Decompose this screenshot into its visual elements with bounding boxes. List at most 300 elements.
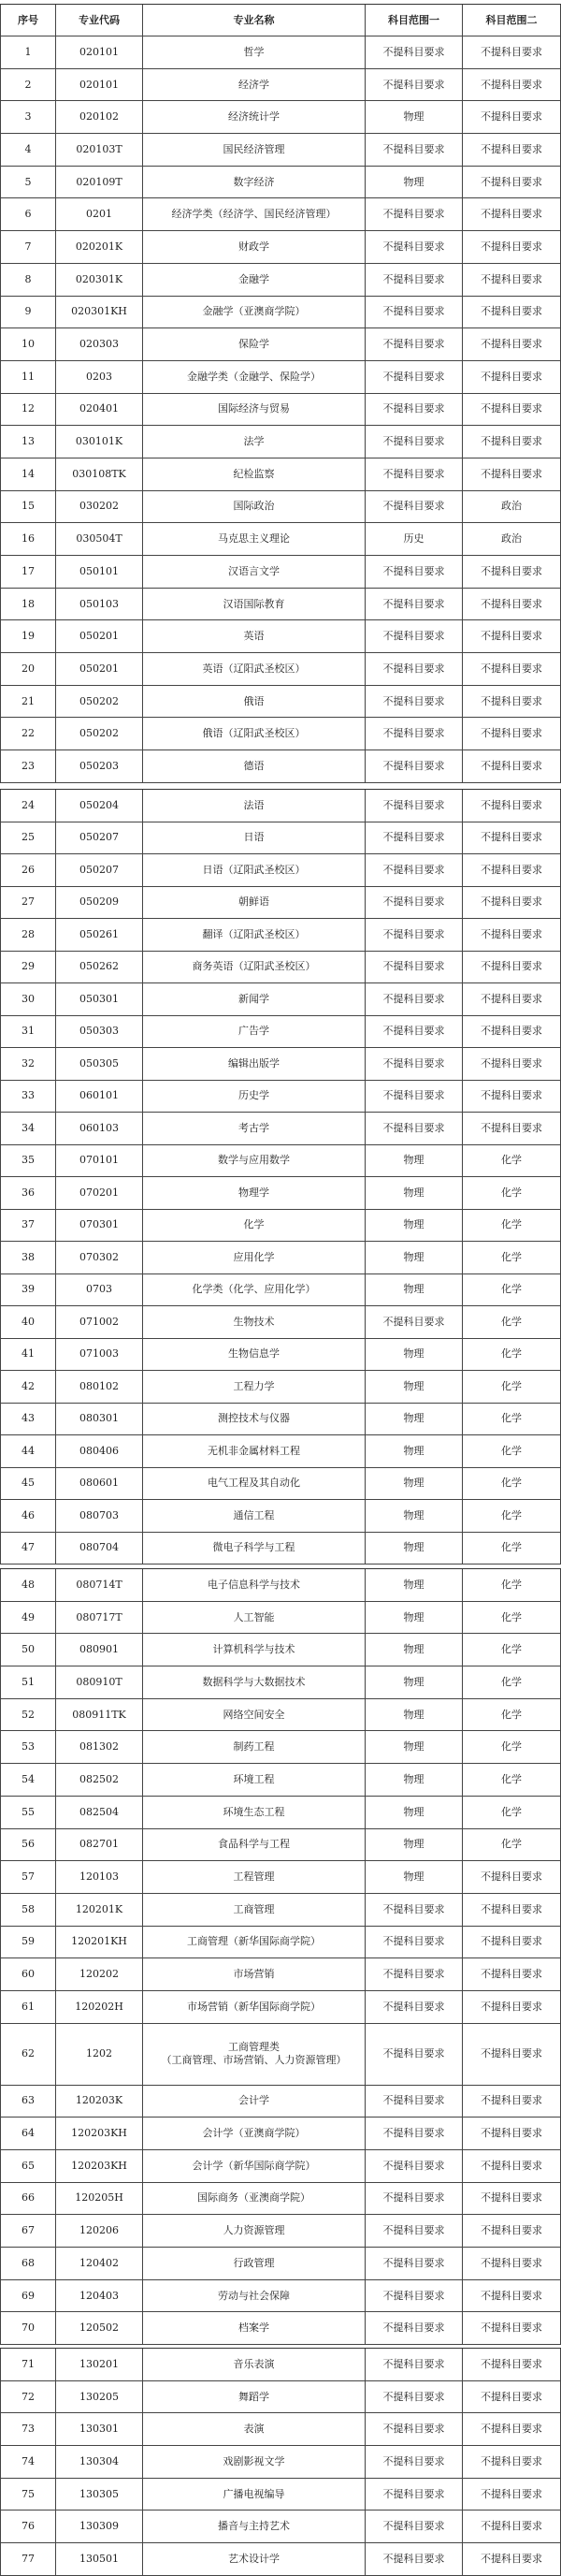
row-name: 数字经济 [143, 167, 366, 198]
table-row [0, 952, 561, 984]
row-seq: 60 [0, 1958, 56, 1990]
row-req1: 物理 [366, 1666, 463, 1698]
row-req2: 不提科目要求 [463, 328, 561, 360]
row-name: 汉语国际教育 [143, 589, 366, 620]
table-row [0, 231, 561, 264]
row-req1: 物理 [366, 1145, 463, 1177]
row-seq: 36 [0, 1177, 56, 1209]
row-seq: 16 [0, 523, 56, 555]
table-row [0, 198, 561, 231]
row-seq: 42 [0, 1371, 56, 1403]
table-row [0, 1081, 561, 1113]
row-req2: 化学 [463, 1306, 561, 1338]
row-seq: 34 [0, 1113, 56, 1144]
row-code: 030202 [56, 491, 143, 523]
row-code: 070302 [56, 1242, 143, 1273]
row-name: 保险学 [143, 328, 366, 360]
table-row [0, 491, 561, 524]
row-seq: 58 [0, 1894, 56, 1926]
table-row [0, 1927, 561, 1959]
table-row [0, 887, 561, 920]
row-name: 市场营销 [143, 1958, 366, 1990]
row-req2: 不提科目要求 [463, 1991, 561, 2023]
row-req1: 不提科目要求 [366, 1306, 463, 1338]
row-code: 120203K [56, 2086, 143, 2118]
row-name: 生物技术 [143, 1306, 366, 1338]
row-seq: 49 [0, 1602, 56, 1634]
row-code: 020103T [56, 134, 143, 166]
row-req2: 不提科目要求 [463, 2280, 561, 2312]
row-name: 德语 [143, 750, 366, 782]
row-req1: 物理 [366, 1731, 463, 1763]
row-code: 130309 [56, 2511, 143, 2542]
row-code: 080406 [56, 1435, 143, 1467]
row-code: 020401 [56, 394, 143, 426]
table-row [0, 750, 561, 783]
row-seq: 57 [0, 1861, 56, 1893]
row-req2: 不提科目要求 [463, 556, 561, 588]
row-name: 物理学 [143, 1177, 366, 1209]
row-seq: 65 [0, 2150, 56, 2182]
row-name: 环境工程 [143, 1764, 366, 1796]
row-name: 工商管理（新华国际商学院） [143, 1927, 366, 1958]
row-name: 编辑出版学 [143, 1048, 366, 1080]
row-req1: 不提科目要求 [366, 790, 463, 822]
row-req1: 不提科目要求 [366, 2118, 463, 2149]
row-name: 经济学类（经济学、国民经济管理） [143, 198, 366, 230]
table-row [0, 2479, 561, 2511]
row-req1: 不提科目要求 [366, 1081, 463, 1113]
row-seq: 32 [0, 1048, 56, 1080]
row-name: 纪检监察 [143, 458, 366, 490]
row-seq: 13 [0, 426, 56, 458]
row-name: 电气工程及其自动化 [143, 1468, 366, 1500]
row-code: 081302 [56, 1731, 143, 1763]
row-seq: 20 [0, 653, 56, 685]
row-name: 广播电视编导 [143, 2479, 366, 2511]
row-req1: 不提科目要求 [366, 2446, 463, 2478]
row-code: 050202 [56, 686, 143, 718]
row-req2: 不提科目要求 [463, 69, 561, 101]
row-name: 国际商务（亚澳商学院） [143, 2183, 366, 2215]
row-code: 070201 [56, 1177, 143, 1209]
row-seq: 45 [0, 1468, 56, 1500]
row-name: 朝鲜语 [143, 887, 366, 919]
row-req2: 化学 [463, 1242, 561, 1273]
row-seq: 63 [0, 2086, 56, 2118]
row-seq: 8 [0, 264, 56, 296]
row-code: 050202 [56, 718, 143, 750]
row-name: 计算机科学与技术 [143, 1634, 366, 1666]
row-name: 国际经济与贸易 [143, 394, 366, 426]
row-req1: 不提科目要求 [366, 2150, 463, 2182]
table-row [0, 1797, 561, 1829]
row-req2: 化学 [463, 1339, 561, 1371]
row-name: 经济学 [143, 69, 366, 101]
row-name: 制药工程 [143, 1731, 366, 1763]
row-req1: 不提科目要求 [366, 2479, 463, 2511]
row-seq: 6 [0, 198, 56, 230]
row-name: 俄语 [143, 686, 366, 718]
table-row [0, 1404, 561, 1436]
row-seq: 44 [0, 1435, 56, 1467]
header-name: 专业名称 [143, 5, 366, 36]
row-name: 国际政治 [143, 491, 366, 523]
table-row [0, 1145, 561, 1178]
row-seq: 33 [0, 1081, 56, 1113]
row-req2: 不提科目要求 [463, 2381, 561, 2413]
row-code: 071002 [56, 1306, 143, 1338]
row-name: 音乐表演 [143, 2349, 366, 2380]
row-seq: 70 [0, 2312, 56, 2344]
row-name: 翻译（辽阳武圣校区） [143, 919, 366, 951]
row-req2: 不提科目要求 [463, 2312, 561, 2344]
row-code: 080901 [56, 1634, 143, 1666]
header-code: 专业代码 [56, 5, 143, 36]
row-name: 测控技术与仪器 [143, 1404, 366, 1435]
row-req2: 不提科目要求 [463, 718, 561, 750]
row-req1: 不提科目要求 [366, 2381, 463, 2413]
row-code: 120201KH [56, 1927, 143, 1958]
row-code: 050262 [56, 952, 143, 983]
row-name: 化学类（化学、应用化学） [143, 1274, 366, 1306]
table-row [0, 2349, 561, 2381]
row-req1: 不提科目要求 [366, 983, 463, 1015]
row-seq: 11 [0, 361, 56, 393]
row-code: 082701 [56, 1829, 143, 1861]
table-row [0, 1177, 561, 1210]
table-row [0, 1958, 561, 1991]
table-row [0, 854, 561, 887]
row-req1: 不提科目要求 [366, 426, 463, 458]
table-row [0, 1339, 561, 1372]
row-seq: 25 [0, 822, 56, 854]
row-seq: 77 [0, 2543, 56, 2575]
row-req2: 化学 [463, 1602, 561, 1634]
row-name: 工程管理 [143, 1861, 366, 1893]
row-seq: 7 [0, 231, 56, 263]
row-req2: 不提科目要求 [463, 2446, 561, 2478]
row-code: 020109T [56, 167, 143, 198]
row-name: 数据科学与大数据技术 [143, 1666, 366, 1698]
row-req1: 不提科目要求 [366, 556, 463, 588]
row-seq: 28 [0, 919, 56, 951]
row-req2: 不提科目要求 [463, 198, 561, 230]
table-row [0, 1861, 561, 1894]
row-name: 人工智能 [143, 1602, 366, 1634]
row-seq: 26 [0, 854, 56, 886]
row-name: 日语（辽阳武圣校区） [143, 854, 366, 886]
row-name: 汉语言文学 [143, 556, 366, 588]
row-name: 应用化学 [143, 1242, 366, 1273]
row-code: 050207 [56, 854, 143, 886]
row-req1: 不提科目要求 [366, 620, 463, 652]
row-req1: 不提科目要求 [366, 1016, 463, 1048]
row-req2: 不提科目要求 [463, 1861, 561, 1893]
row-req2: 化学 [463, 1500, 561, 1532]
row-code: 120202 [56, 1958, 143, 1990]
row-code: 050303 [56, 1016, 143, 1048]
table-row [0, 69, 561, 102]
row-req2: 化学 [463, 1764, 561, 1796]
row-req1: 不提科目要求 [366, 2280, 463, 2312]
row-seq: 61 [0, 1991, 56, 2023]
row-code: 050204 [56, 790, 143, 822]
row-req1: 不提科目要求 [366, 69, 463, 101]
row-req2: 化学 [463, 1371, 561, 1403]
row-name: 档案学 [143, 2312, 366, 2344]
row-seq: 73 [0, 2413, 56, 2445]
row-code: 050203 [56, 750, 143, 782]
row-code: 120403 [56, 2280, 143, 2312]
table-row [0, 2413, 561, 2446]
row-name: 财政学 [143, 231, 366, 263]
row-name: 商务英语（辽阳武圣校区） [143, 952, 366, 983]
row-req2: 化学 [463, 1274, 561, 1306]
row-seq: 75 [0, 2479, 56, 2511]
row-seq: 10 [0, 328, 56, 360]
row-code: 020303 [56, 328, 143, 360]
row-req2: 不提科目要求 [463, 1113, 561, 1144]
row-seq: 69 [0, 2280, 56, 2312]
table-row [0, 394, 561, 427]
row-req1: 不提科目要求 [366, 2543, 463, 2575]
row-code: 130201 [56, 2349, 143, 2380]
row-seq: 55 [0, 1797, 56, 1828]
row-code: 050209 [56, 887, 143, 919]
row-req1: 不提科目要求 [366, 328, 463, 360]
row-req1: 不提科目要求 [366, 264, 463, 296]
row-req1: 不提科目要求 [366, 589, 463, 620]
row-code: 050305 [56, 1048, 143, 1080]
row-req1: 历史 [366, 523, 463, 555]
table-row [0, 2118, 561, 2150]
row-seq: 35 [0, 1145, 56, 1177]
row-name: 戏剧影视文学 [143, 2446, 366, 2478]
row-seq: 22 [0, 718, 56, 750]
row-seq: 2 [0, 69, 56, 101]
row-req2: 不提科目要求 [463, 887, 561, 919]
row-req1: 不提科目要求 [366, 231, 463, 263]
row-req2: 不提科目要求 [463, 2183, 561, 2215]
table-row [0, 134, 561, 167]
table-row [0, 919, 561, 952]
row-req1: 物理 [366, 1797, 463, 1828]
row-code: 060103 [56, 1113, 143, 1144]
table-row [0, 2446, 561, 2479]
table-row [0, 2381, 561, 2414]
row-code: 120201K [56, 1894, 143, 1926]
row-code: 050301 [56, 983, 143, 1015]
row-code: 130501 [56, 2543, 143, 2575]
row-code: 120203KH [56, 2150, 143, 2182]
row-req2: 不提科目要求 [463, 822, 561, 854]
row-code: 020301KH [56, 297, 143, 328]
row-req2: 化学 [463, 1797, 561, 1828]
table-header [0, 5, 561, 36]
row-req1: 不提科目要求 [366, 394, 463, 426]
row-seq: 71 [0, 2349, 56, 2380]
row-req1: 物理 [366, 1500, 463, 1532]
row-code: 020101 [56, 36, 143, 68]
row-req2: 不提科目要求 [463, 36, 561, 68]
row-seq: 23 [0, 750, 56, 782]
row-seq: 48 [0, 1569, 56, 1601]
table-row [0, 2024, 561, 2086]
table-row [0, 718, 561, 750]
row-code: 070301 [56, 1210, 143, 1242]
row-name: 无机非金属材料工程 [143, 1435, 366, 1467]
row-name: 哲学 [143, 36, 366, 68]
row-req1: 不提科目要求 [366, 1048, 463, 1080]
row-req1: 物理 [366, 1602, 463, 1634]
row-name: 表演 [143, 2413, 366, 2445]
table-row [0, 1210, 561, 1243]
row-seq: 19 [0, 620, 56, 652]
row-req1: 不提科目要求 [366, 919, 463, 951]
row-seq: 66 [0, 2183, 56, 2215]
row-seq: 54 [0, 1764, 56, 1796]
table-row [0, 1468, 561, 1501]
row-req1: 物理 [366, 1435, 463, 1467]
row-seq: 67 [0, 2215, 56, 2247]
row-req2: 不提科目要求 [463, 2349, 561, 2380]
row-req1: 不提科目要求 [366, 1927, 463, 1958]
row-name: 新闻学 [143, 983, 366, 1015]
table-row [0, 589, 561, 621]
row-req1: 物理 [366, 1533, 463, 1565]
row-code: 130301 [56, 2413, 143, 2445]
row-name: 考古学 [143, 1113, 366, 1144]
table-row [0, 2312, 561, 2345]
row-name: 英语（辽阳武圣校区） [143, 653, 366, 685]
row-name: 会计学（亚澳商学院） [143, 2118, 366, 2149]
row-req2: 不提科目要求 [463, 264, 561, 296]
row-seq: 53 [0, 1731, 56, 1763]
row-seq: 29 [0, 952, 56, 983]
row-name: 市场营销（新华国际商学院） [143, 1991, 366, 2023]
row-code: 080910T [56, 1666, 143, 1698]
row-code: 120402 [56, 2248, 143, 2279]
table-row [0, 2280, 561, 2313]
table-row [0, 426, 561, 458]
row-req2: 化学 [463, 1210, 561, 1242]
row-req2: 不提科目要求 [463, 983, 561, 1015]
row-req1: 不提科目要求 [366, 198, 463, 230]
row-req1: 物理 [366, 1210, 463, 1242]
row-seq: 12 [0, 394, 56, 426]
row-seq: 9 [0, 297, 56, 328]
row-name: 广告学 [143, 1016, 366, 1048]
row-req2: 不提科目要求 [463, 1894, 561, 1926]
table-row [0, 523, 561, 556]
table-row [0, 1569, 561, 1602]
row-req1: 物理 [366, 1242, 463, 1273]
row-seq: 30 [0, 983, 56, 1015]
row-req1: 不提科目要求 [366, 854, 463, 886]
row-req1: 不提科目要求 [366, 2511, 463, 2542]
row-name: 环境生态工程 [143, 1797, 366, 1828]
row-name: 数学与应用数学 [143, 1145, 366, 1177]
table-row [0, 2086, 561, 2118]
row-seq: 62 [0, 2024, 56, 2085]
row-name: 电子信息科学与技术 [143, 1569, 366, 1601]
table-row [0, 2215, 561, 2248]
row-seq: 1 [0, 36, 56, 68]
row-code: 080301 [56, 1404, 143, 1435]
row-req2: 不提科目要求 [463, 2248, 561, 2279]
row-req2: 化学 [463, 1829, 561, 1861]
row-name: 化学 [143, 1210, 366, 1242]
row-req1: 物理 [366, 101, 463, 133]
row-req1: 物理 [366, 1764, 463, 1796]
row-name: 网络空间安全 [143, 1699, 366, 1731]
row-req1: 不提科目要求 [366, 2215, 463, 2247]
row-req1: 物理 [366, 1339, 463, 1371]
row-name: 工商管理类 （工商管理、市场营销、人力资源管理） [143, 2024, 366, 2085]
row-name: 马克思主义理论 [143, 523, 366, 555]
row-req1: 物理 [366, 1699, 463, 1731]
row-req2: 不提科目要求 [463, 2150, 561, 2182]
table-row [0, 36, 561, 69]
row-req1: 不提科目要求 [366, 2312, 463, 2344]
table-row [0, 1533, 561, 1565]
row-req2: 化学 [463, 1731, 561, 1763]
row-seq: 40 [0, 1306, 56, 1338]
row-req2: 不提科目要求 [463, 1016, 561, 1048]
row-code: 050201 [56, 653, 143, 685]
row-seq: 72 [0, 2381, 56, 2413]
table-row [0, 1500, 561, 1533]
row-req2: 不提科目要求 [463, 589, 561, 620]
table-row [0, 1699, 561, 1732]
row-seq: 59 [0, 1927, 56, 1958]
table-row [0, 653, 561, 686]
table-row [0, 686, 561, 719]
row-name: 俄语（辽阳武圣校区） [143, 718, 366, 750]
row-code: 120103 [56, 1861, 143, 1893]
row-name: 通信工程 [143, 1500, 366, 1532]
row-name: 播音与主持艺术 [143, 2511, 366, 2542]
row-name: 生物信息学 [143, 1339, 366, 1371]
row-code: 0201 [56, 198, 143, 230]
row-code: 080717T [56, 1602, 143, 1634]
row-req2: 化学 [463, 1699, 561, 1731]
row-req2: 不提科目要求 [463, 297, 561, 328]
row-seq: 64 [0, 2118, 56, 2149]
table-row [0, 458, 561, 491]
row-req2: 化学 [463, 1533, 561, 1565]
row-name: 金融学（亚澳商学院） [143, 297, 366, 328]
table-row [0, 2150, 561, 2183]
row-req1: 不提科目要求 [366, 822, 463, 854]
table-section-2 [0, 789, 561, 1565]
row-name: 艺术设计学 [143, 2543, 366, 2575]
row-name: 工商管理 [143, 1894, 366, 1926]
table-row [0, 1634, 561, 1666]
row-code: 082504 [56, 1797, 143, 1828]
row-req1: 不提科目要求 [366, 1113, 463, 1144]
row-name: 工程力学 [143, 1371, 366, 1403]
row-req2: 不提科目要求 [463, 750, 561, 782]
row-seq: 76 [0, 2511, 56, 2542]
row-seq: 43 [0, 1404, 56, 1435]
row-req1: 物理 [366, 1634, 463, 1666]
table-row [0, 1371, 561, 1404]
row-req1: 不提科目要求 [366, 887, 463, 919]
row-code: 030108TK [56, 458, 143, 490]
row-req2: 不提科目要求 [463, 1958, 561, 1990]
